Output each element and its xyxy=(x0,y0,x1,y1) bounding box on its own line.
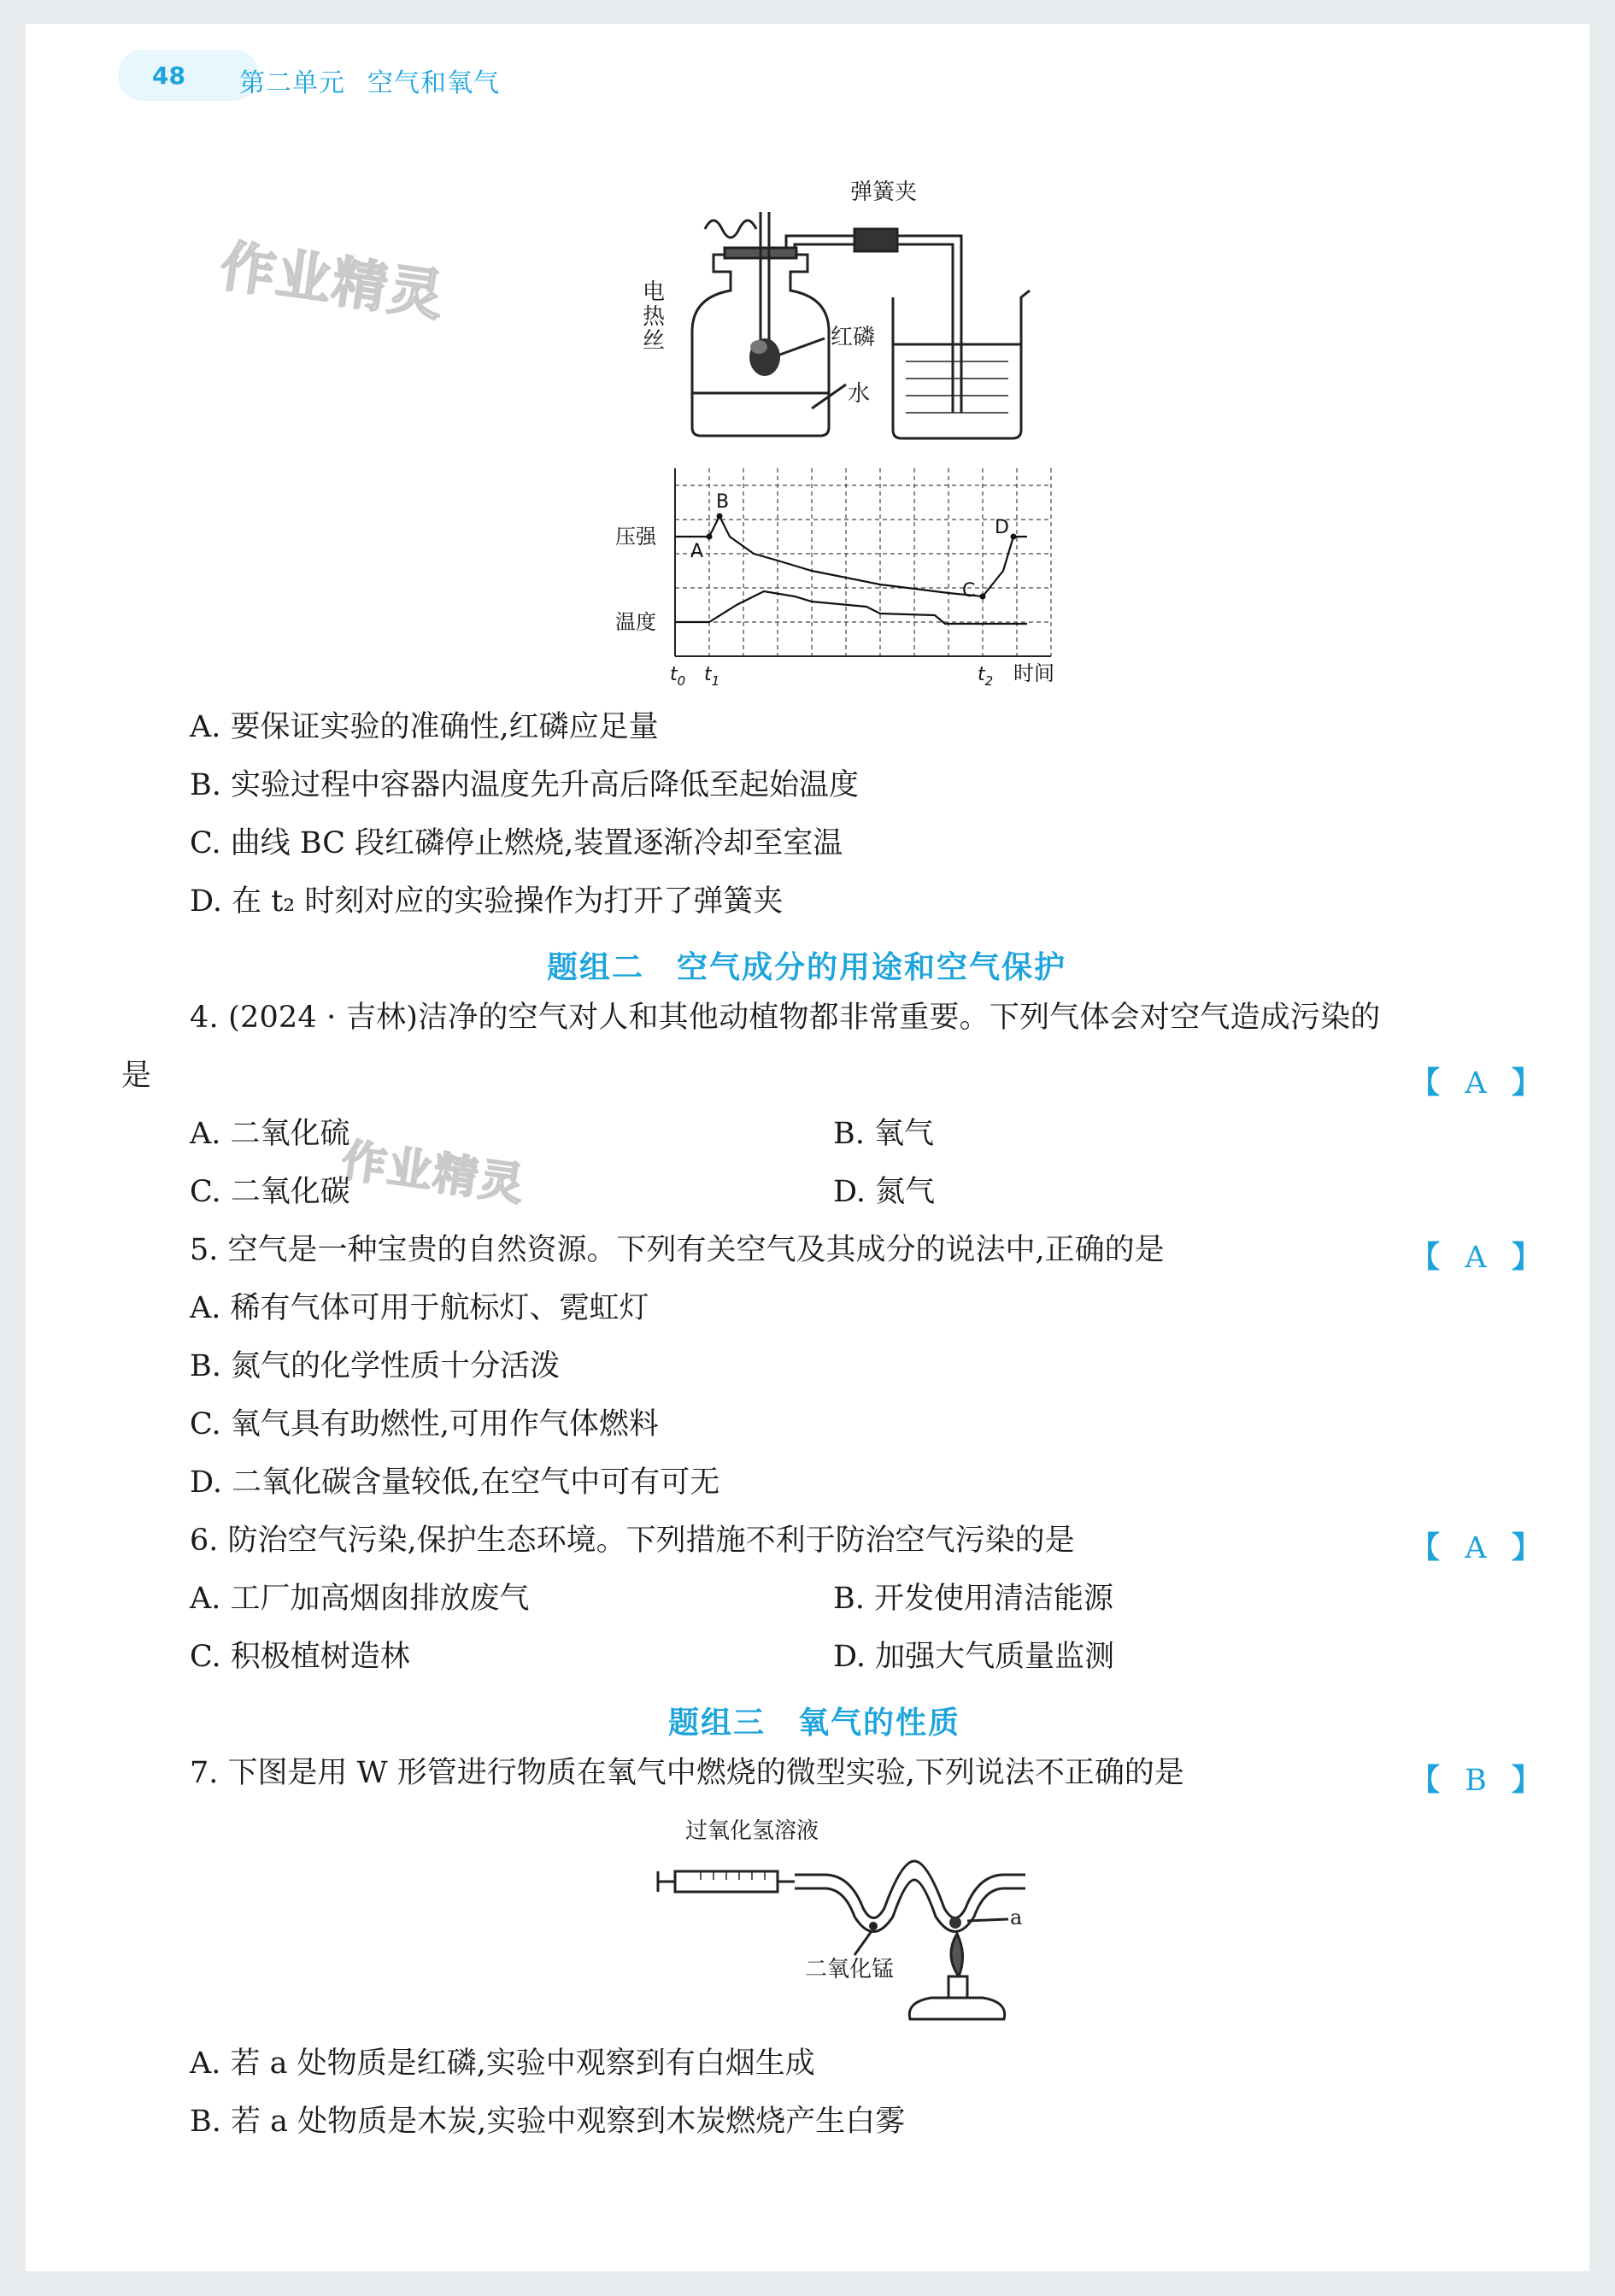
q3-option-a: A. 要保证实验的准确性,红磷应足量 xyxy=(190,710,659,744)
q3-option-b: B. 实验过程中容器内温度先升高后降低至起始温度 xyxy=(190,768,859,802)
q7-option-b: B. 若 a 处物质是木炭,实验中观察到木炭燃烧产生白雾 xyxy=(190,2105,906,2139)
q6-option-d: D. 加强大气质量监测 xyxy=(833,1640,1115,1674)
q5-answer xyxy=(1410,1234,1542,1277)
answer-letter: B xyxy=(1465,1764,1487,1798)
fig1-label-wire: 电热丝 xyxy=(643,279,666,355)
bracket-open: 【 xyxy=(1410,1763,1441,1798)
fig1-label-water: 水 xyxy=(848,381,871,407)
q7-stem: 7. 下图是用 W 形管进行物质在氧气中燃烧的微型实验,下列说法不正确的是 xyxy=(190,1756,1184,1790)
point-marker xyxy=(707,534,713,540)
point-marker xyxy=(1011,534,1017,540)
fig3-label-h2o2: 过氧化氢溶液 xyxy=(685,1818,819,1844)
page xyxy=(26,24,1589,2271)
watermark: 作业精灵 xyxy=(338,1135,529,1212)
unit-label: 第二单元 xyxy=(239,68,345,98)
x-axis-label: 时间 xyxy=(1013,661,1054,685)
bracket-close: 】 xyxy=(1512,1240,1542,1275)
point-label: B xyxy=(716,491,730,513)
q4-option-a: A. 二氧化硫 xyxy=(190,1117,350,1151)
w-tube-figure xyxy=(649,1827,1025,2023)
x-tick-label: $t_0$ xyxy=(670,664,686,689)
answer-letter: A xyxy=(1465,1241,1487,1275)
page-number: 48 xyxy=(152,62,185,90)
page-number-badge xyxy=(118,50,259,101)
fig3-label-a: a xyxy=(1010,1906,1023,1929)
unit-topic: 空气和氧气 xyxy=(367,68,500,98)
point-label: A xyxy=(690,541,704,562)
q6-stem: 6. 防治空气污染,保护生态环境。下列措施不利于防治空气污染的是 xyxy=(190,1524,1075,1558)
bracket-close: 】 xyxy=(1512,1530,1542,1565)
q5-stem: 5. 空气是一种宝贵的自然资源。下列有关空气及其成分的说法中,正确的是 xyxy=(190,1233,1165,1267)
fig1-label-phosphorus: 红磷 xyxy=(831,325,876,350)
q4-stem-cont: 是 xyxy=(121,1059,152,1093)
x-tick-label: $t_2$ xyxy=(978,664,994,689)
running-header xyxy=(239,62,500,99)
bracket-close: 】 xyxy=(1512,1763,1542,1798)
pressure-temperature-chart xyxy=(598,460,1094,699)
fig1-label-clip: 弹簧夹 xyxy=(850,179,918,205)
section-title: 题组三 氧气的性质 xyxy=(668,1706,961,1741)
bracket-open: 【 xyxy=(1410,1530,1441,1565)
x-tick-subscript: 0 xyxy=(677,673,686,689)
fig3-label-mno2: 二氧化锰 xyxy=(805,1957,895,1982)
point-label: C xyxy=(962,580,976,602)
point-marker xyxy=(717,514,723,520)
q4-answer xyxy=(1410,1060,1542,1102)
x-tick-subscript: 2 xyxy=(984,673,994,689)
q4-option-b: B. 氧气 xyxy=(833,1117,934,1151)
bracket-open: 【 xyxy=(1410,1066,1441,1101)
answer-letter: A xyxy=(1465,1531,1487,1565)
q6-option-b: B. 开发使用清洁能源 xyxy=(833,1582,1113,1616)
y-label-pressure: 压强 xyxy=(615,525,656,549)
bracket-open: 【 xyxy=(1410,1240,1441,1275)
q6-answer xyxy=(1410,1524,1542,1567)
point-marker xyxy=(980,594,986,600)
q7-option-a: A. 若 a 处物质是红磷,实验中观察到有白烟生成 xyxy=(190,2046,815,2081)
x-tick-subscript: 1 xyxy=(711,673,720,689)
point-label: D xyxy=(995,517,1009,538)
q5-option-c: C. 氧气具有助燃性,可用作气体燃料 xyxy=(190,1407,659,1442)
q4-option-d: D. 氮气 xyxy=(833,1175,936,1209)
y-label-temperature: 温度 xyxy=(615,610,656,634)
bracket-close: 】 xyxy=(1512,1066,1542,1101)
q7-answer xyxy=(1410,1757,1542,1800)
q4-stem: 4. (2024 · 吉林)洁净的空气对人和其他动植物都非常重要。下列气体会对空气造成污染的 xyxy=(190,1001,1381,1035)
q6-option-a: A. 工厂加高烟囱排放废气 xyxy=(190,1582,530,1616)
section-title: 题组二 空气成分的用途和空气保护 xyxy=(547,950,1067,985)
watermark: 作业精灵 xyxy=(216,234,449,329)
q5-option-a: A. 稀有气体可用于航标灯、霓虹灯 xyxy=(190,1291,649,1325)
apparatus-figure xyxy=(649,195,1042,451)
q6-option-c: C. 积极植树造林 xyxy=(190,1640,410,1674)
q5-option-b: B. 氮气的化学性质十分活泼 xyxy=(190,1349,560,1383)
q5-option-d: D. 二氧化碳含量较低,在空气中可有可无 xyxy=(190,1465,720,1500)
q3-option-d: D. 在 t₂ 时刻对应的实验操作为打开了弹簧夹 xyxy=(190,884,784,919)
x-tick-label: $t_1$ xyxy=(704,664,720,689)
answer-letter: A xyxy=(1465,1066,1487,1101)
q4-option-c: C. 二氧化碳 xyxy=(190,1175,350,1209)
q3-option-c: C. 曲线 BC 段红磷停止燃烧,装置逐渐冷却至室温 xyxy=(190,826,843,860)
